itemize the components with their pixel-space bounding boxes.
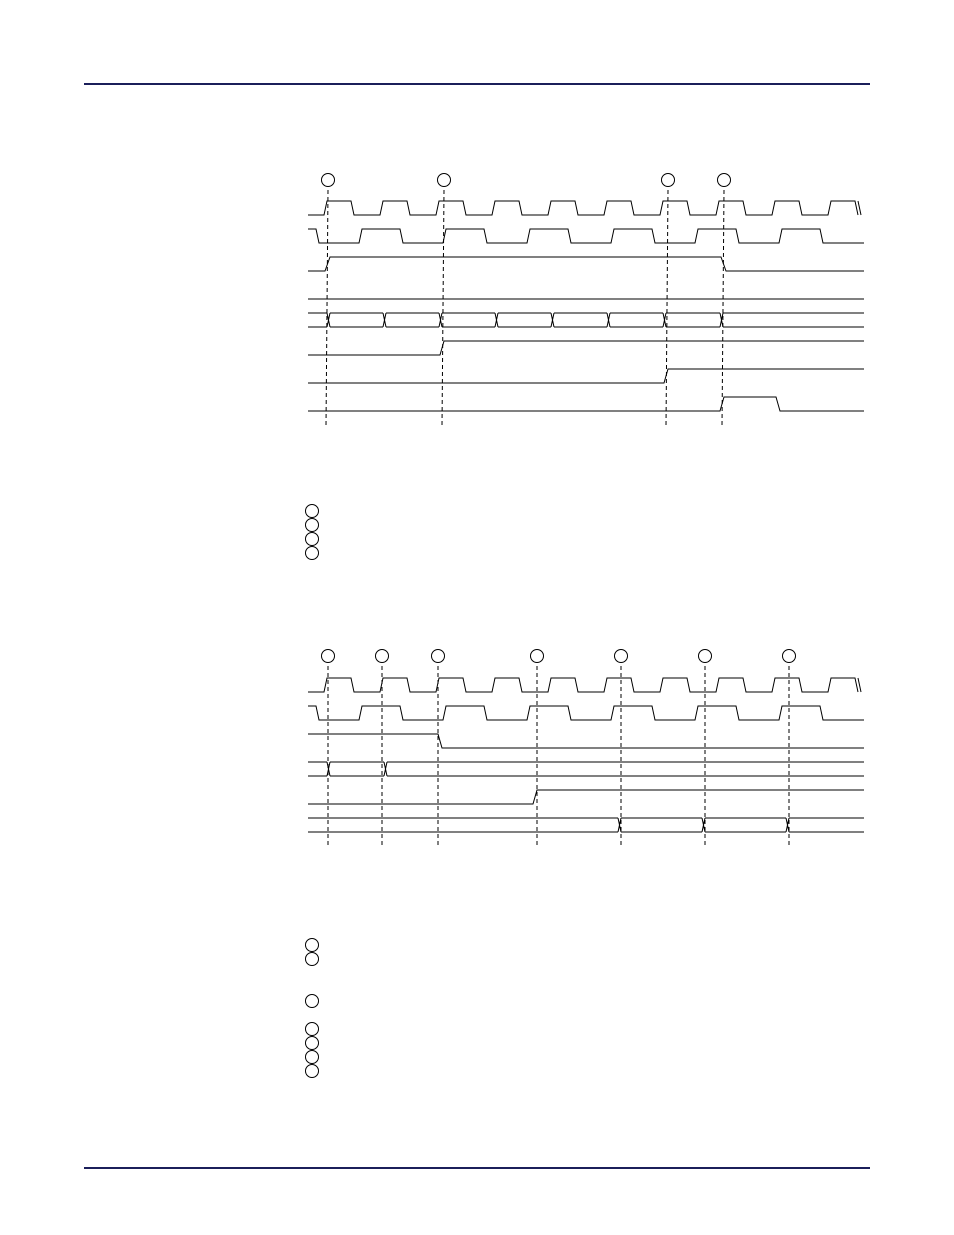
signal-3 [308, 257, 864, 271]
signal-7 [308, 369, 864, 383]
signal-clock-2 [308, 229, 864, 243]
signal-8 [308, 397, 864, 411]
legend-marker-2 [306, 953, 319, 966]
signal-6-bus [308, 818, 864, 832]
signal-5 [308, 790, 864, 804]
legend-marker-6 [306, 1051, 319, 1064]
legend-marker-2 [306, 519, 319, 532]
legend-marker-4 [306, 1023, 319, 1036]
timing-marker-2 [376, 650, 389, 663]
signal-clock-2 [308, 706, 864, 720]
timing-marker-6 [699, 650, 712, 663]
signal-6 [308, 341, 864, 355]
timing-diagram-1 [308, 174, 864, 427]
timing-marker-4 [718, 174, 731, 187]
signal-5-bus [308, 313, 864, 327]
legend-marker-1 [306, 505, 319, 518]
legend-marker-7 [306, 1065, 319, 1078]
marker-guide-1 [326, 190, 328, 426]
marker-guide-4 [722, 190, 724, 426]
timing-marker-7 [783, 650, 796, 663]
signal-clock-1-tail [858, 201, 861, 215]
legend-marker-3 [306, 995, 319, 1008]
timing-marker-1 [322, 650, 335, 663]
timing-marker-3 [432, 650, 445, 663]
legend-markers-2 [306, 939, 319, 1078]
marker-guide-2 [442, 190, 444, 426]
marker-guide-3 [666, 190, 668, 426]
timing-marker-4 [531, 650, 544, 663]
timing-marker-3 [662, 174, 675, 187]
legend-marker-4 [306, 547, 319, 560]
timing-marker-5 [615, 650, 628, 663]
signal-3 [308, 734, 864, 748]
legend-marker-5 [306, 1037, 319, 1050]
timing-diagram-2 [308, 650, 864, 847]
timing-marker-1 [322, 174, 335, 187]
legend-markers-1 [306, 505, 319, 560]
signal-4-bus [308, 762, 864, 776]
signal-clock-1-tail [858, 678, 861, 692]
signal-clock-1 [308, 201, 858, 215]
timing-marker-2 [438, 174, 451, 187]
legend-marker-1 [306, 939, 319, 952]
signal-clock-1 [308, 678, 858, 692]
legend-marker-3 [306, 533, 319, 546]
